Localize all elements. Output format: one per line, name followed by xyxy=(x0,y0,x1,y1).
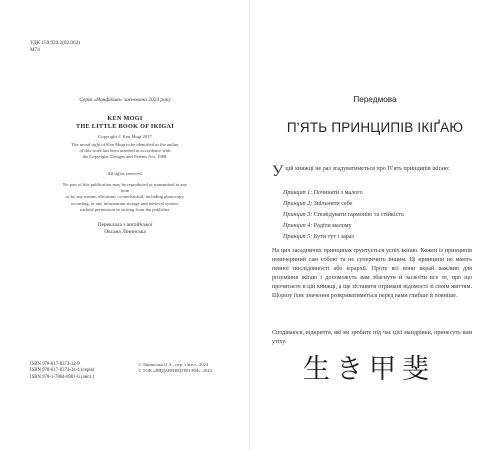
notice-line: without permission in writing from the publisher. xyxy=(79,206,171,212)
section-kicker: Передмова xyxy=(353,95,397,104)
copyright-entry: © ТОВ «ВИДАВНИЦТВО РМ», 2024 xyxy=(138,368,212,374)
all-rights-reserved: All rights reserved. xyxy=(107,171,143,176)
principle-label: Принцип 4: xyxy=(283,223,313,229)
intro-paragraph xyxy=(272,165,472,178)
principle-text: Сповідувати гармонію та стійкість xyxy=(313,212,404,218)
principle-text: Звільнити себе xyxy=(313,201,353,207)
principle-label: Принцип 2: xyxy=(283,201,313,207)
closing-paragraph: Сподіваюся, відкриття, які ви зробите під час цієї мандрівки, принесуть вам утіху. xyxy=(272,330,472,345)
isbn-line: ISBN 978-617-8373-12-9 xyxy=(30,362,80,367)
principle-label: Принцип 1: xyxy=(283,190,313,196)
notice-line: No part of this publication may be reproduced or transmitted in any form xyxy=(62,182,188,194)
udk-line: М74 xyxy=(30,47,40,53)
principle-label: Принцип 3: xyxy=(283,212,313,218)
series-note: Серія «Нонфікшн» заснована 2024 року xyxy=(79,97,171,103)
principle-label: Принцип 5: xyxy=(283,234,313,240)
original-title: THE LITTLE BOOK OF IKIGAI xyxy=(75,123,175,130)
principle-item xyxy=(283,199,404,210)
principle-text: Починати з малого xyxy=(313,190,363,196)
principle-text: Бути тут і зараз xyxy=(313,234,354,240)
ikigai-calligraphy: 生き甲斐 xyxy=(303,354,435,385)
body-paragraph: На цих засадничих принципах ґрунтується успіх ікіґаю. Кожен із принципів невичерпний сам собою та не суперечить іншим. Ці принципи не мають певної послідовності або ієрархії. Проте всі вони вкрай важливі для розуміння ікіґаю і допоможуть вам збагнути й засвоїти все те, про що прочитаєте в цій книжці, а ще зіставити отримані відомості зі своїм життям. Щоразу їхнє значення розкриватиметься перед вами глибше й повніше. xyxy=(272,248,472,299)
principle-item xyxy=(283,221,404,232)
moral-rights-notice xyxy=(60,142,190,161)
copyrights-block xyxy=(138,362,212,375)
udk-block xyxy=(30,40,80,54)
notice-line: The moral right of Ken Mogi to be identified as the author xyxy=(71,142,179,147)
notice-line: recording, or any information storage and retrieval system, xyxy=(70,200,180,206)
intro-text: цій книжці не раз згадуватиметься про П’ять принципів ікіґаю: xyxy=(285,166,450,172)
reproduction-notice xyxy=(60,182,190,213)
principle-item xyxy=(283,188,404,199)
principle-item xyxy=(283,232,404,243)
translation-line: Переклала з англійської xyxy=(97,222,153,228)
chapter-title: П’ЯТЬ ПРИНЦИПІВ ІКІҐАЮ xyxy=(286,120,464,135)
notice-line: the Copyright, Designs and Patents Act, 1988. xyxy=(82,154,168,160)
isbn-line: ISBN 978-617-8373-34-4 (серія) xyxy=(30,368,95,374)
notice-line: of this work has been asserted in accordance with xyxy=(79,148,171,154)
principle-item xyxy=(283,210,404,221)
isbn-line: ISBN 978-1-7864-8901-6 (англ.) xyxy=(30,374,95,380)
copyright-line: Copyright © Ken Mogi 2017 xyxy=(98,134,152,139)
principle-text: Радіти малому xyxy=(313,223,352,229)
udk-line: УДК 159.923.2(02.062) xyxy=(30,40,80,46)
translator-name: Оксана Лінинська xyxy=(104,229,146,236)
notice-line: or by any means, electronic or mechanical, including photocopy, xyxy=(65,194,185,200)
copyright-entry: © Лінинська О.А., пер. з англ., 2024 xyxy=(138,362,209,367)
isbn-block xyxy=(30,362,94,381)
original-author: KEN MOGI xyxy=(107,115,143,122)
drop-cap: У xyxy=(272,163,284,180)
translation-credit xyxy=(0,222,250,236)
principles-list xyxy=(283,188,404,243)
